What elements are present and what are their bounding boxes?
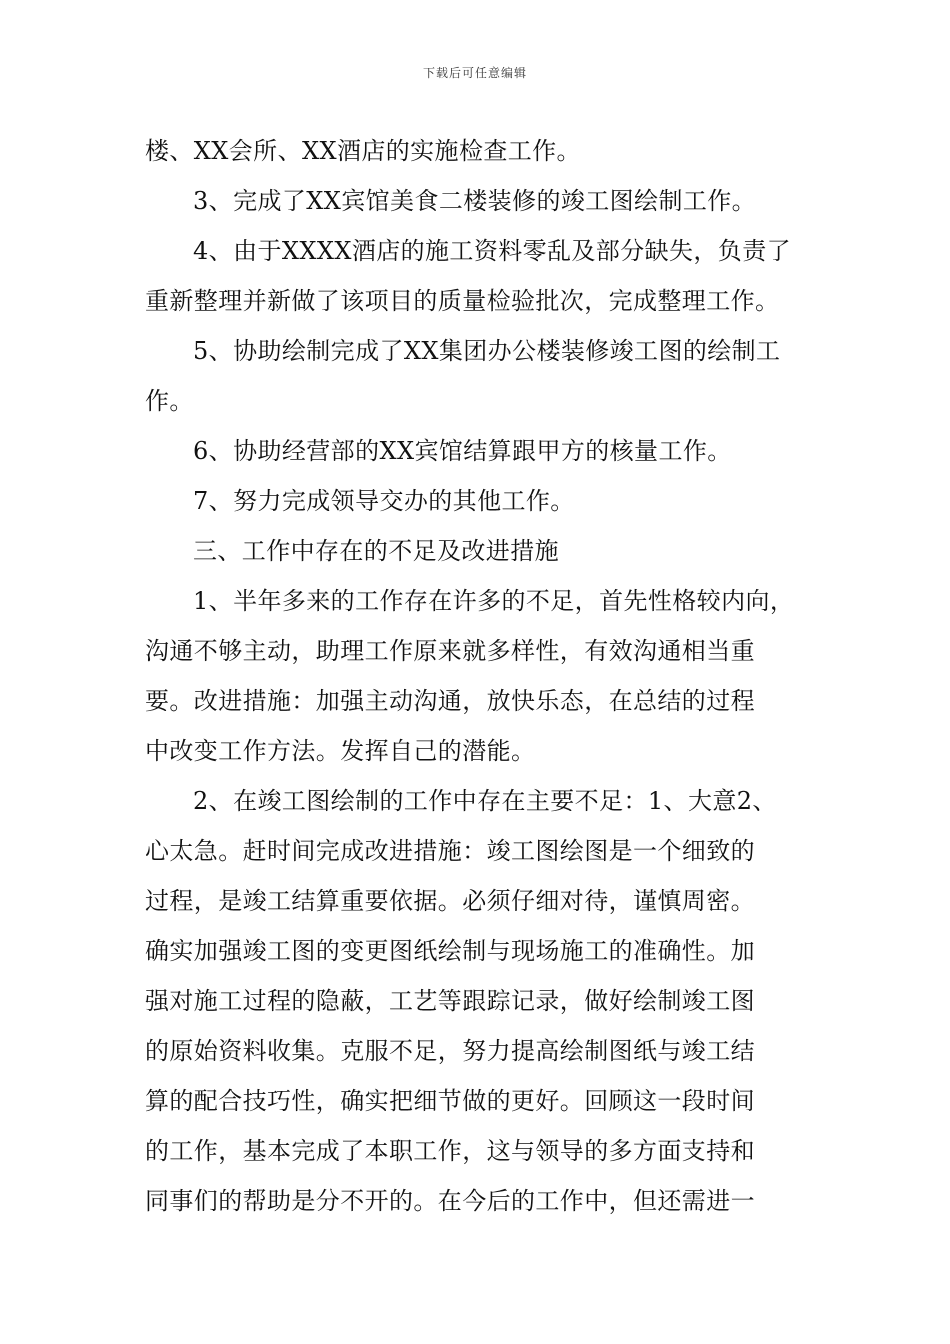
text-line: 强对施工过程的隐蔽，工艺等跟踪记录，做好绘制竣工图 (145, 987, 755, 1015)
download-note: 下载后可任意编辑 (422, 66, 527, 80)
text-line: 6、协助经营部的XX宾馆结算跟甲方的核量工作。 (193, 437, 732, 465)
text-line: 楼、XX会所、XX酒店的实施检查工作。 (145, 137, 581, 165)
text-line: 的工作，基本完成了本职工作，这与领导的多方面支持和 (145, 1137, 755, 1165)
text-line: 沟通不够主动，助理工作原来就多样性，有效沟通相当重 (145, 637, 755, 665)
text-line: 过程，是竣工结算重要依据。必须仔细对待，谨慎周密。 (145, 887, 755, 915)
text-line: 2、在竣工图绘制的工作中存在主要不足：1、大意2、 (193, 787, 777, 815)
text-line: 4、由于XXXX酒店的施工资料零乱及部分缺失，负责了 (193, 237, 792, 265)
text-line: 三、工作中存在的不足及改进措施 (193, 537, 559, 565)
text-line: 的原始资料收集。克服不足，努力提高绘制图纸与竣工结 (145, 1037, 755, 1065)
text-line: 7、努力完成领导交办的其他工作。 (193, 487, 575, 515)
text-line: 1、半年多来的工作存在许多的不足，首先性格较内向， (193, 587, 795, 615)
document-body (145, 126, 810, 1226)
text-line: 3、完成了XX宾馆美食二楼装修的竣工图绘制工作。 (193, 187, 757, 215)
text-line: 中改变工作方法。发挥自己的潜能。 (145, 737, 536, 765)
text-line: 算的配合技巧性，确实把细节做的更好。回顾这一段时间 (145, 1087, 755, 1115)
text-line: 5、协助绘制完成了XX集团办公楼装修竣工图的绘制工 (193, 337, 781, 365)
text-line: 同事们的帮助是分不开的。在今后的工作中，但还需进一 (145, 1187, 755, 1215)
text-line: 心太急。赶时间完成改进措施：竣工图绘图是一个细致的 (145, 837, 755, 865)
text-line: 确实加强竣工图的变更图纸绘制与现场施工的准确性。加 (145, 937, 755, 965)
text-line: 要。改进措施：加强主动沟通，放快乐态，在总结的过程 (145, 687, 755, 715)
text-line: 作。 (145, 387, 194, 415)
text-line: 重新整理并新做了该项目的质量检验批次，完成整理工作。 (145, 287, 780, 315)
